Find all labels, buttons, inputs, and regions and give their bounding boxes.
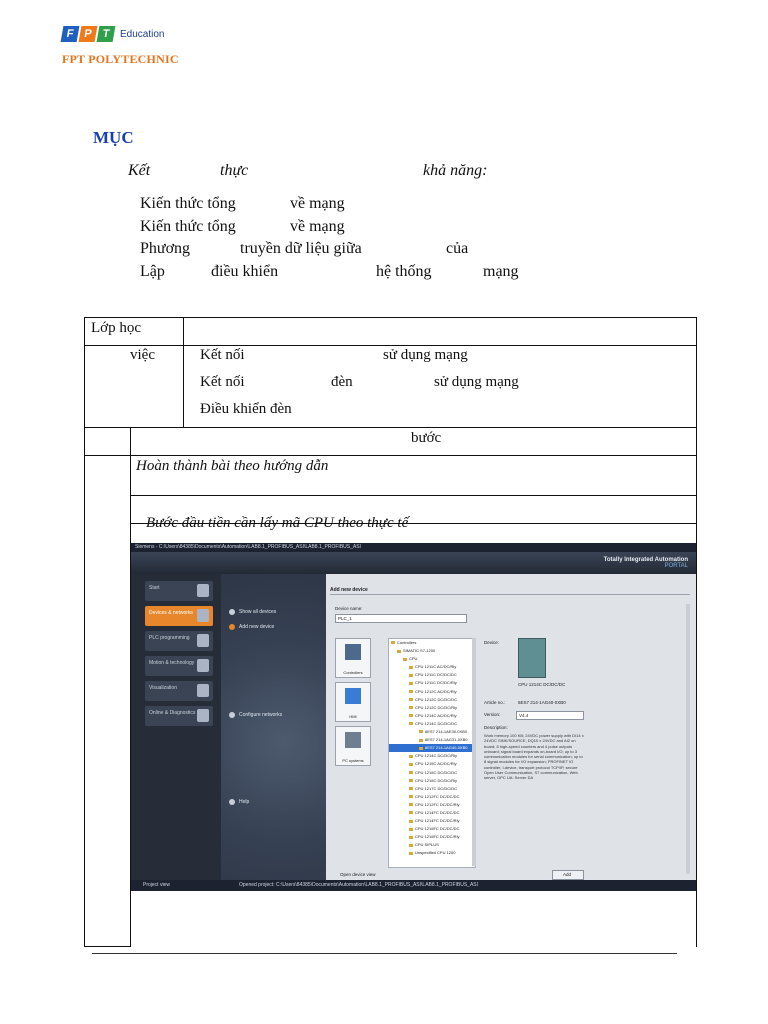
device-description: Work memory 100 KB; 24VDC power supply with DI14 x 24VDC SINK/SOURCE, DQ10 x 24VDC and AI2 on board; 6 high-speed counters and 4 pulse outputs onboard; signal board expands on-board I/O; up to 3 communication modules for serial communication; up to 8 signal modules for I/O expansion; PROFINET IO controller, I-device, transport protocol TCP/IP, secure Open User Communication, S7 communication, Web server, OPC UA: Server DA — [484, 733, 584, 781]
folder-icon — [403, 658, 407, 661]
folder-icon — [409, 795, 413, 798]
folder-icon — [409, 755, 413, 758]
tree-item[interactable]: CPU 1215C DC/DC/DC — [389, 769, 475, 777]
tree-item[interactable]: CPU 1214C AC/DC/Rly — [389, 712, 475, 720]
panel-title: Add new device — [330, 587, 368, 593]
option-add-new-device[interactable]: Add new device — [229, 624, 274, 630]
logo-letter-t: T — [97, 26, 116, 42]
logo-letter-p: P — [79, 26, 98, 42]
tree-item[interactable]: CPU — [389, 655, 475, 663]
polytechnic-text: FPT POLYTECHNIC — [62, 52, 179, 66]
nav-motion-technology[interactable]: Motion & technology — [145, 656, 213, 676]
task-1-b: sử dụng mạng — [383, 347, 468, 363]
task-2-a: Kết nối — [200, 374, 245, 390]
footer-rule — [92, 953, 677, 954]
visualization-icon — [197, 684, 209, 697]
class-label: Lớp học — [91, 320, 142, 336]
controllers-button[interactable]: Controllers — [335, 638, 371, 678]
steps-header: bước — [411, 430, 442, 446]
tia-portal-screenshot — [131, 543, 696, 891]
bullet-4-b: điều khiển — [211, 263, 279, 280]
option-help[interactable]: Help — [229, 799, 249, 805]
article-label: Article no.: — [484, 700, 506, 705]
bullet-3-a: Phương — [140, 240, 191, 257]
bullet-4-c: hệ thống — [376, 263, 432, 280]
panel-scrollbar[interactable] — [686, 604, 690, 874]
tree-item[interactable]: CPU 1211C DC/DC/Rly — [389, 679, 475, 687]
tree-item[interactable]: CPU 1214C DC/DC/DC — [389, 720, 475, 728]
bullet-1-a: Kiến thức tổng — [140, 195, 236, 212]
intro-word-2: thực — [220, 162, 249, 179]
device-name-label: Device name: — [335, 606, 363, 611]
tree-item[interactable]: SIMATIC S7-1200 — [389, 647, 475, 655]
option-bullet-icon — [229, 609, 235, 615]
article-value: 6ES7 214-1AG40-0XB0 — [518, 700, 566, 705]
version-select[interactable]: V4.4 — [516, 711, 584, 720]
hmi-icon — [345, 688, 361, 704]
task-2-b: đèn — [331, 374, 353, 390]
folder-icon — [409, 852, 413, 855]
plc-icon — [197, 634, 209, 647]
portal-options — [221, 574, 326, 880]
tree-item[interactable]: CPU 1215C AC/DC/Rly — [389, 760, 475, 768]
tree-item[interactable]: CPU 1211C AC/DC/Rly — [389, 663, 475, 671]
tree-item[interactable]: Controllers — [389, 639, 475, 647]
tree-item[interactable]: 6ES7 214-1AG40-0XB0 — [389, 744, 475, 752]
tree-item[interactable]: CPU 1212C DC/DC/DC — [389, 696, 475, 704]
portal-statusbar — [131, 880, 696, 891]
folder-icon — [397, 650, 401, 653]
cpu-device-image — [518, 638, 546, 678]
tree-item[interactable]: 6ES7 214-1AG31-0XB0 — [389, 736, 475, 744]
description-label: Description: — [484, 725, 508, 730]
option-bullet-icon — [229, 624, 235, 630]
diagnostics-icon — [197, 709, 209, 722]
fpt-logo — [62, 26, 164, 42]
folder-icon — [409, 803, 413, 806]
tree-item[interactable]: 6ES7 214-1AE30-0XB0 — [389, 728, 475, 736]
opened-project-text: Opened project: C:\Users\84385\Documents\Automation\LAB8.1_PROFIBUS_ASI\LAB8.1_PROFIBUS_ASI — [239, 882, 479, 888]
gear-icon — [197, 659, 209, 672]
window-titlebar: Siemens - C:\Users\84385\Documents\Automation\LAB8.1_PROFIBUS_ASI\LAB8.1_PROFIBUS_ASI — [131, 543, 696, 552]
tree-item[interactable]: CPU 1214C DC/DC/Rly — [389, 752, 475, 760]
device-model: CPU 1214C DC/DC/DC — [518, 682, 566, 687]
folder-icon — [419, 739, 423, 742]
hmi-button[interactable]: HMI — [335, 682, 371, 722]
tree-item[interactable]: CPU 1212FC DC/DC/Rly — [389, 801, 475, 809]
bullet-1-b: về mạng — [290, 195, 345, 212]
bullet-3-b: truyền dữ liệu giữa — [240, 240, 362, 257]
bullet-3-c: của — [446, 240, 469, 257]
tree-item[interactable]: CPU 1215C DC/DC/Rly — [389, 777, 475, 785]
folder-icon — [409, 666, 413, 669]
folder-icon — [409, 779, 413, 782]
tree-item[interactable]: CPU SIPLUS — [389, 841, 475, 849]
tree-item[interactable]: CPU 1217C DC/DC/DC — [389, 785, 475, 793]
logo-letter-f: F — [61, 26, 80, 42]
device-name-input[interactable]: PLC_1 — [335, 614, 467, 623]
controller-icon — [345, 644, 361, 660]
task-2-c: sử dụng mạng — [434, 374, 519, 390]
nav-devices-networks[interactable]: Devices & networks — [145, 606, 213, 626]
folder-icon — [409, 836, 413, 839]
tree-item[interactable]: CPU 1215FC DC/DC/DC — [389, 825, 475, 833]
tree-scrollbar[interactable] — [472, 638, 476, 866]
step-note: Hoàn thành bài theo hướng dẫn — [136, 458, 329, 474]
tree-item[interactable]: CPU 1211C DC/DC/DC — [389, 671, 475, 679]
device-tree[interactable] — [388, 638, 476, 868]
panel-divider — [330, 594, 690, 595]
bullet-4-d: mạng — [483, 263, 519, 280]
bullet-2-a: Kiến thức tổng — [140, 218, 236, 235]
folder-icon — [409, 811, 413, 814]
folder-icon — [409, 714, 413, 717]
logo-education-text: Education — [120, 28, 165, 40]
folder-icon — [409, 722, 413, 725]
task-3: Điều khiển đèn — [200, 401, 292, 417]
tia-brand — [604, 557, 688, 569]
folder-icon — [409, 698, 413, 701]
nav-online-diagnostics[interactable]: Online & Diagnostics — [145, 706, 213, 726]
portal-left-nav — [131, 574, 221, 880]
folder-icon — [419, 747, 423, 750]
version-label: Version: — [484, 712, 501, 717]
tia-brand-sub: PORTAL — [664, 563, 688, 569]
tree-item[interactable]: CPU 1215FC DC/DC/Rly — [389, 833, 475, 841]
task-1-a: Kết nối — [200, 347, 245, 363]
folder-icon — [409, 820, 413, 823]
open-device-view-checkbox[interactable]: Open device view — [340, 872, 376, 877]
project-view-link[interactable]: Project view — [143, 882, 170, 888]
pc-systems-button[interactable]: PC systems — [335, 726, 371, 766]
folder-icon — [409, 844, 413, 847]
nav-start[interactable]: Start — [145, 581, 213, 601]
tree-item[interactable]: CPU 1212C DC/DC/Rly — [389, 704, 475, 712]
option-configure-networks[interactable]: Configure networks — [229, 712, 282, 718]
folder-icon — [409, 706, 413, 709]
bullet-4-a: Lập — [140, 263, 165, 280]
tree-item[interactable]: CPU 1212FC DC/DC/DC — [389, 793, 475, 801]
folder-icon — [409, 674, 413, 677]
devices-icon — [197, 609, 209, 622]
tia-brand-text: Totally Integrated Automation — [603, 557, 688, 563]
start-icon — [197, 584, 209, 597]
tree-item[interactable]: Unspecified CPU 1200 — [389, 849, 475, 857]
add-device-panel — [326, 574, 696, 880]
folder-icon — [391, 641, 395, 644]
folder-icon — [409, 771, 413, 774]
nav-plc-programming[interactable]: PLC programming — [145, 631, 213, 651]
option-bullet-icon — [229, 712, 235, 718]
folder-icon — [409, 763, 413, 766]
nav-visualization[interactable]: Visualization — [145, 681, 213, 701]
tree-item[interactable]: CPU 1212C AC/DC/Rly — [389, 688, 475, 696]
folder-icon — [409, 787, 413, 790]
folder-icon — [419, 730, 423, 733]
folder-icon — [409, 690, 413, 693]
option-show-all-devices[interactable]: Show all devices — [229, 609, 276, 615]
intro-word-1: Kết — [128, 162, 151, 179]
pc-icon — [345, 732, 361, 748]
add-button[interactable]: Add — [552, 870, 584, 880]
folder-icon — [409, 682, 413, 685]
device-label: Device: — [484, 640, 500, 645]
bullet-2-b: về mạng — [290, 218, 345, 235]
tree-item[interactable]: CPU 1214FC DC/DC/DC — [389, 809, 475, 817]
folder-icon — [409, 828, 413, 831]
intro-word-3: khả năng: — [423, 162, 488, 179]
step-caption: Bước đầu tiền cần lấy mã CPU theo thực tế — [146, 515, 409, 531]
section-heading: MỤC — [93, 128, 134, 147]
task-label: việc — [130, 347, 155, 363]
option-bullet-icon — [229, 799, 235, 805]
tree-item[interactable]: CPU 1214FC DC/DC/Rly — [389, 817, 475, 825]
